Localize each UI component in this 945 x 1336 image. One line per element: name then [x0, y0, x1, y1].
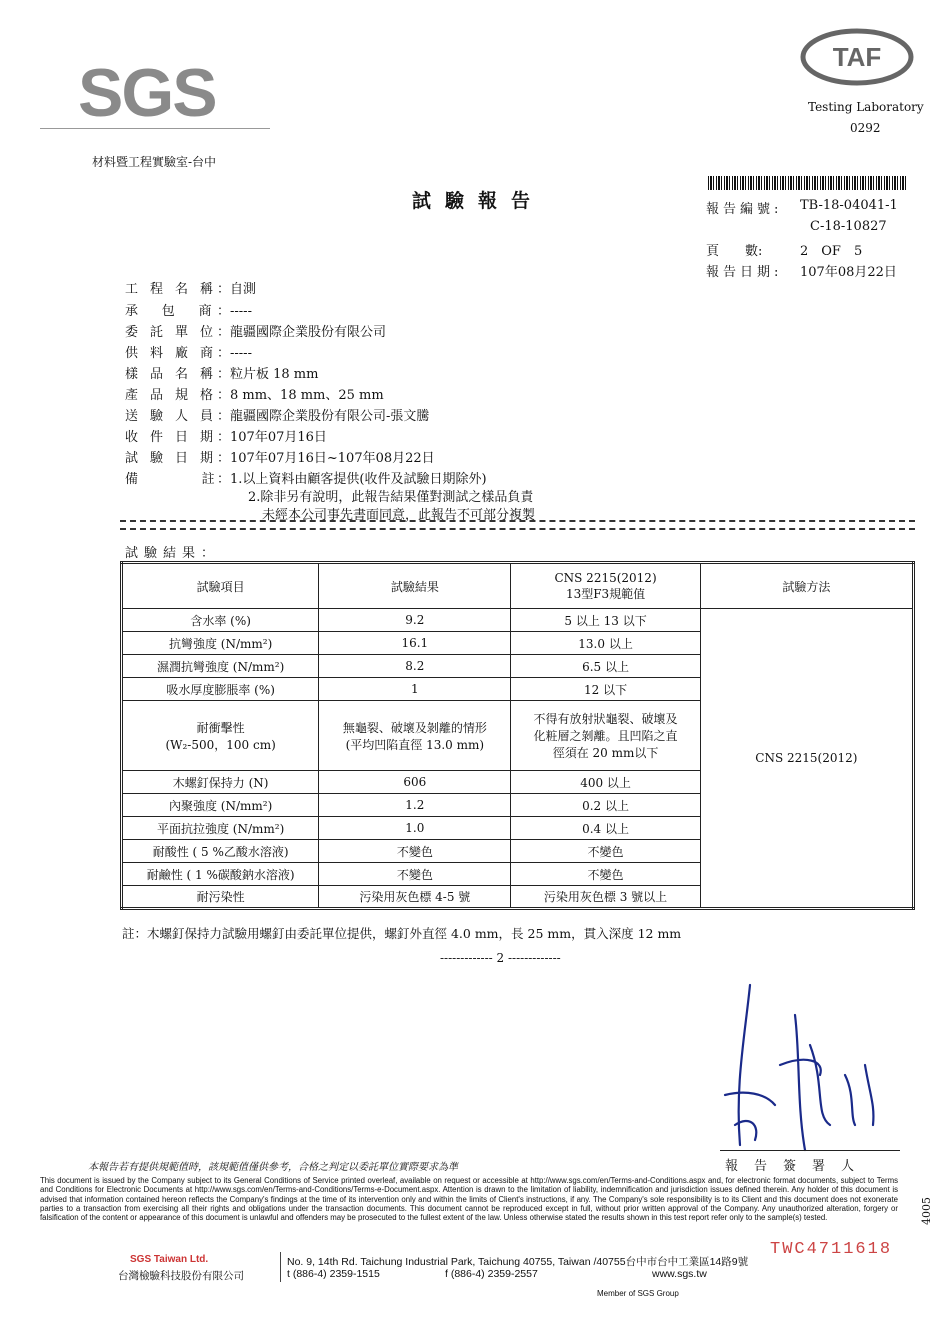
info-label: 試 驗 日 期： — [125, 451, 230, 466]
disclaimer-cn: 本報告若有提供規範值時，該規範值僅供參考，合格之判定以委託單位實際要求為準 — [88, 1162, 458, 1173]
footer-divider — [280, 1252, 281, 1282]
info-row — [125, 278, 256, 297]
info-row — [125, 363, 318, 382]
table-row — [122, 609, 914, 632]
info-label: 樣 品 名 稱： — [125, 367, 230, 382]
page-marker: ------------- 2 ------------- — [440, 951, 561, 965]
row-spec: 13.0 以上 — [511, 632, 700, 655]
row-item: 含水率 (%) — [122, 609, 319, 632]
table-note: 註：木螺釘保持力試驗用螺釘由委託單位提供，螺釘外直徑 4.0 mm，長 25 mm，貫入深度 12 mm — [122, 926, 682, 941]
info-row — [125, 405, 429, 424]
header-spec — [511, 563, 700, 609]
info-value: 粒片板 18 mm — [230, 367, 319, 382]
info-row — [125, 426, 327, 445]
row-item: 吸水厚度膨脹率 (%) — [122, 678, 319, 701]
logo-underline — [40, 128, 270, 130]
row-item: 平面抗拉強度 (N/mm²) — [122, 817, 319, 840]
row-result: 不變色 — [319, 840, 511, 863]
form-code: 4005 — [920, 1197, 933, 1225]
header-spec-line1: CNS 2215(2012) — [554, 570, 657, 585]
serial-number: TWC4711618 — [770, 1240, 893, 1259]
page-label: 頁 數: — [706, 244, 763, 259]
footer-tel: t (886-4) 2359-1515 — [287, 1268, 380, 1280]
row-result: 不變色 — [319, 863, 511, 886]
footer-address: No. 9, 14th Rd. Taichung Industrial Park, Taichung 40755, Taiwan /40755台中市台中工業區14路9號 — [287, 1256, 749, 1268]
info-value: ----- — [230, 346, 252, 361]
report-no-2: C-18-10827 — [810, 219, 887, 234]
header-result: 試驗結果 — [319, 563, 511, 609]
info-label: 承 包 商： — [125, 304, 230, 319]
row-spec: 5 以上 13 以下 — [511, 609, 700, 632]
row-result: 606 — [319, 771, 511, 794]
footer-web[interactable]: www.sgs.tw — [652, 1268, 707, 1280]
row-spec-line3: 徑須在 20 mm以下 — [552, 746, 659, 760]
date-label: 報告日期: — [706, 265, 783, 280]
signature — [705, 975, 905, 1155]
sgs-logo: SGS — [78, 55, 216, 131]
row-item — [122, 701, 319, 771]
row-item: 內聚強度 (N/mm²) — [122, 794, 319, 817]
row-result: 16.1 — [319, 632, 511, 655]
info-row — [125, 321, 386, 340]
results-label: 試驗結果： — [125, 546, 221, 561]
barcode — [708, 176, 908, 190]
info-value: ----- — [230, 304, 252, 319]
row-spec: 不變色 — [511, 840, 700, 863]
row-item: 木螺釘保持力 (N) — [122, 771, 319, 794]
row-spec: 12 以下 — [511, 678, 700, 701]
disclaimer-en: This document is issued by the Company subject to its General Conditions of Service printed overleaf, available on request or accessible at http://www.sgs.com/en/Terms-and-Conditions.aspx and, for electronic format documents, subject to Terms and Conditions for Electronic Documents at http://www.sgs.com/en/Terms-and-Conditions/Terms-e-Document.aspx. Attention is drawn to the limitation of liability, indemnification and jurisdiction issues defined therein. Any holder of this document is advised that information contained hereon reflects the Company's findings at the time of its intervention only and within the limits of Client's instructions, if any. The Company's sole responsibility is to its Client and this document does not exonerate parties to a transaction from exercising all their rights and obligations under the transaction documents. This document cannot be reproduced except in full, without prior written approval of the Company. Any unauthorized alteration, forgery or falsification of the content or appearance of this document is unlawful and offenders may be prosecuted to the fullest extent of the law. Unless otherwise stated the results shown in this test report refer only to the sample(s) tested. — [40, 1176, 898, 1223]
row-spec: 不變色 — [511, 863, 700, 886]
report-no-label: 報告編號: — [706, 202, 783, 217]
remark-line-3: 未經本公司事先書面同意，此報告不可部分複製 — [262, 508, 536, 523]
info-label: 送 驗 人 員： — [125, 409, 230, 424]
info-row — [125, 342, 252, 361]
info-row — [125, 447, 435, 466]
info-label: 委 託 單 位： — [125, 325, 230, 340]
info-value: 8 mm、18 mm、25 mm — [230, 388, 384, 403]
row-result-line1: 無龜裂、破壞及剝離的情形 — [342, 720, 487, 735]
row-result: 1.2 — [319, 794, 511, 817]
info-row — [125, 300, 252, 319]
row-spec: 6.5 以上 — [511, 655, 700, 678]
info-value: 107年07月16日 — [230, 430, 327, 445]
signature-line — [720, 1150, 900, 1151]
row-spec: 0.2 以上 — [511, 794, 700, 817]
remark-line-2: 2.除非另有說明，此報告結果僅對測試之樣品負責 — [248, 490, 534, 505]
report-no-1: TB-18-04041-1 — [800, 198, 898, 213]
row-item: 耐鹼性 ( 1 %碳酸鈉水溶液) — [122, 863, 319, 886]
lab-name: 材料暨工程實驗室-台中 — [92, 155, 217, 169]
info-value: 龍疆國際企業股份有限公司 — [230, 325, 387, 340]
row-spec-line2: 化粧層之剝離。且凹陷之直 — [533, 729, 678, 743]
info-label: 供 料 廠 商： — [125, 346, 230, 361]
header-spec-line2: 13型F3規範值 — [565, 586, 646, 601]
info-value: 自測 — [230, 282, 257, 297]
info-label: 收 件 日 期： — [125, 430, 230, 445]
row-spec: 400 以上 — [511, 771, 700, 794]
header-method: 試驗方法 — [700, 563, 913, 609]
row-result: 1.0 — [319, 817, 511, 840]
taf-lab-number: 0292 — [850, 121, 881, 135]
results-table — [120, 561, 915, 910]
row-item: 耐污染性 — [122, 886, 319, 909]
info-label: 備 註： — [125, 472, 230, 487]
row-result: 污染用灰色標 4-5 號 — [319, 886, 511, 909]
info-label: 工 程 名 稱： — [125, 282, 230, 297]
info-row — [125, 384, 384, 403]
signature-label: 報告簽署人 — [725, 1159, 871, 1174]
date-value: 107年08月22日 — [800, 265, 897, 280]
row-item: 濕潤抗彎強度 (N/mm²) — [122, 655, 319, 678]
row-result — [319, 701, 511, 771]
row-spec — [511, 701, 700, 771]
row-spec: 0.4 以上 — [511, 817, 700, 840]
info-value: 1.以上資料由顧客提供(收件及試驗日期除外) — [230, 472, 487, 487]
row-result: 1 — [319, 678, 511, 701]
row-item-line2: (W₂-500，100 cm) — [165, 737, 276, 752]
footer-member: Member of SGS Group — [597, 1289, 679, 1298]
taf-logo — [800, 28, 915, 86]
row-item: 抗彎強度 (N/mm²) — [122, 632, 319, 655]
row-result: 9.2 — [319, 609, 511, 632]
info-value: 龍疆國際企業股份有限公司-張文騰 — [230, 409, 430, 424]
row-item-line1: 耐衝擊性 — [196, 720, 245, 735]
row-spec-line1: 不得有放射狀龜裂、破壞及 — [533, 712, 678, 726]
info-value: 107年07月16日~107年08月22日 — [230, 451, 435, 466]
row-result: 8.2 — [319, 655, 511, 678]
taf-testing-lab: Testing Laboratory — [808, 100, 924, 114]
info-row — [125, 468, 487, 487]
section-divider — [120, 520, 915, 530]
footer-company-cn: 台灣檢驗科技股份有限公司 — [118, 1270, 244, 1282]
footer-fax: f (886-4) 2359-2557 — [445, 1268, 538, 1280]
method-cell: CNS 2215(2012) — [700, 609, 913, 909]
header-item: 試驗項目 — [122, 563, 319, 609]
report-title: 試驗報告 — [412, 190, 545, 212]
footer-company-en: SGS Taiwan Ltd. — [130, 1254, 209, 1265]
taf-logo-text: TAF — [832, 42, 882, 72]
row-result-line2: (平均凹陷直徑 13.0 mm) — [345, 737, 485, 752]
row-item: 耐酸性 ( 5 %乙酸水溶液) — [122, 840, 319, 863]
info-label: 產 品 規 格： — [125, 388, 230, 403]
table-header-row — [122, 563, 914, 609]
row-spec: 污染用灰色標 3 號以上 — [511, 886, 700, 909]
page-value: 2 OF 5 — [800, 244, 863, 259]
